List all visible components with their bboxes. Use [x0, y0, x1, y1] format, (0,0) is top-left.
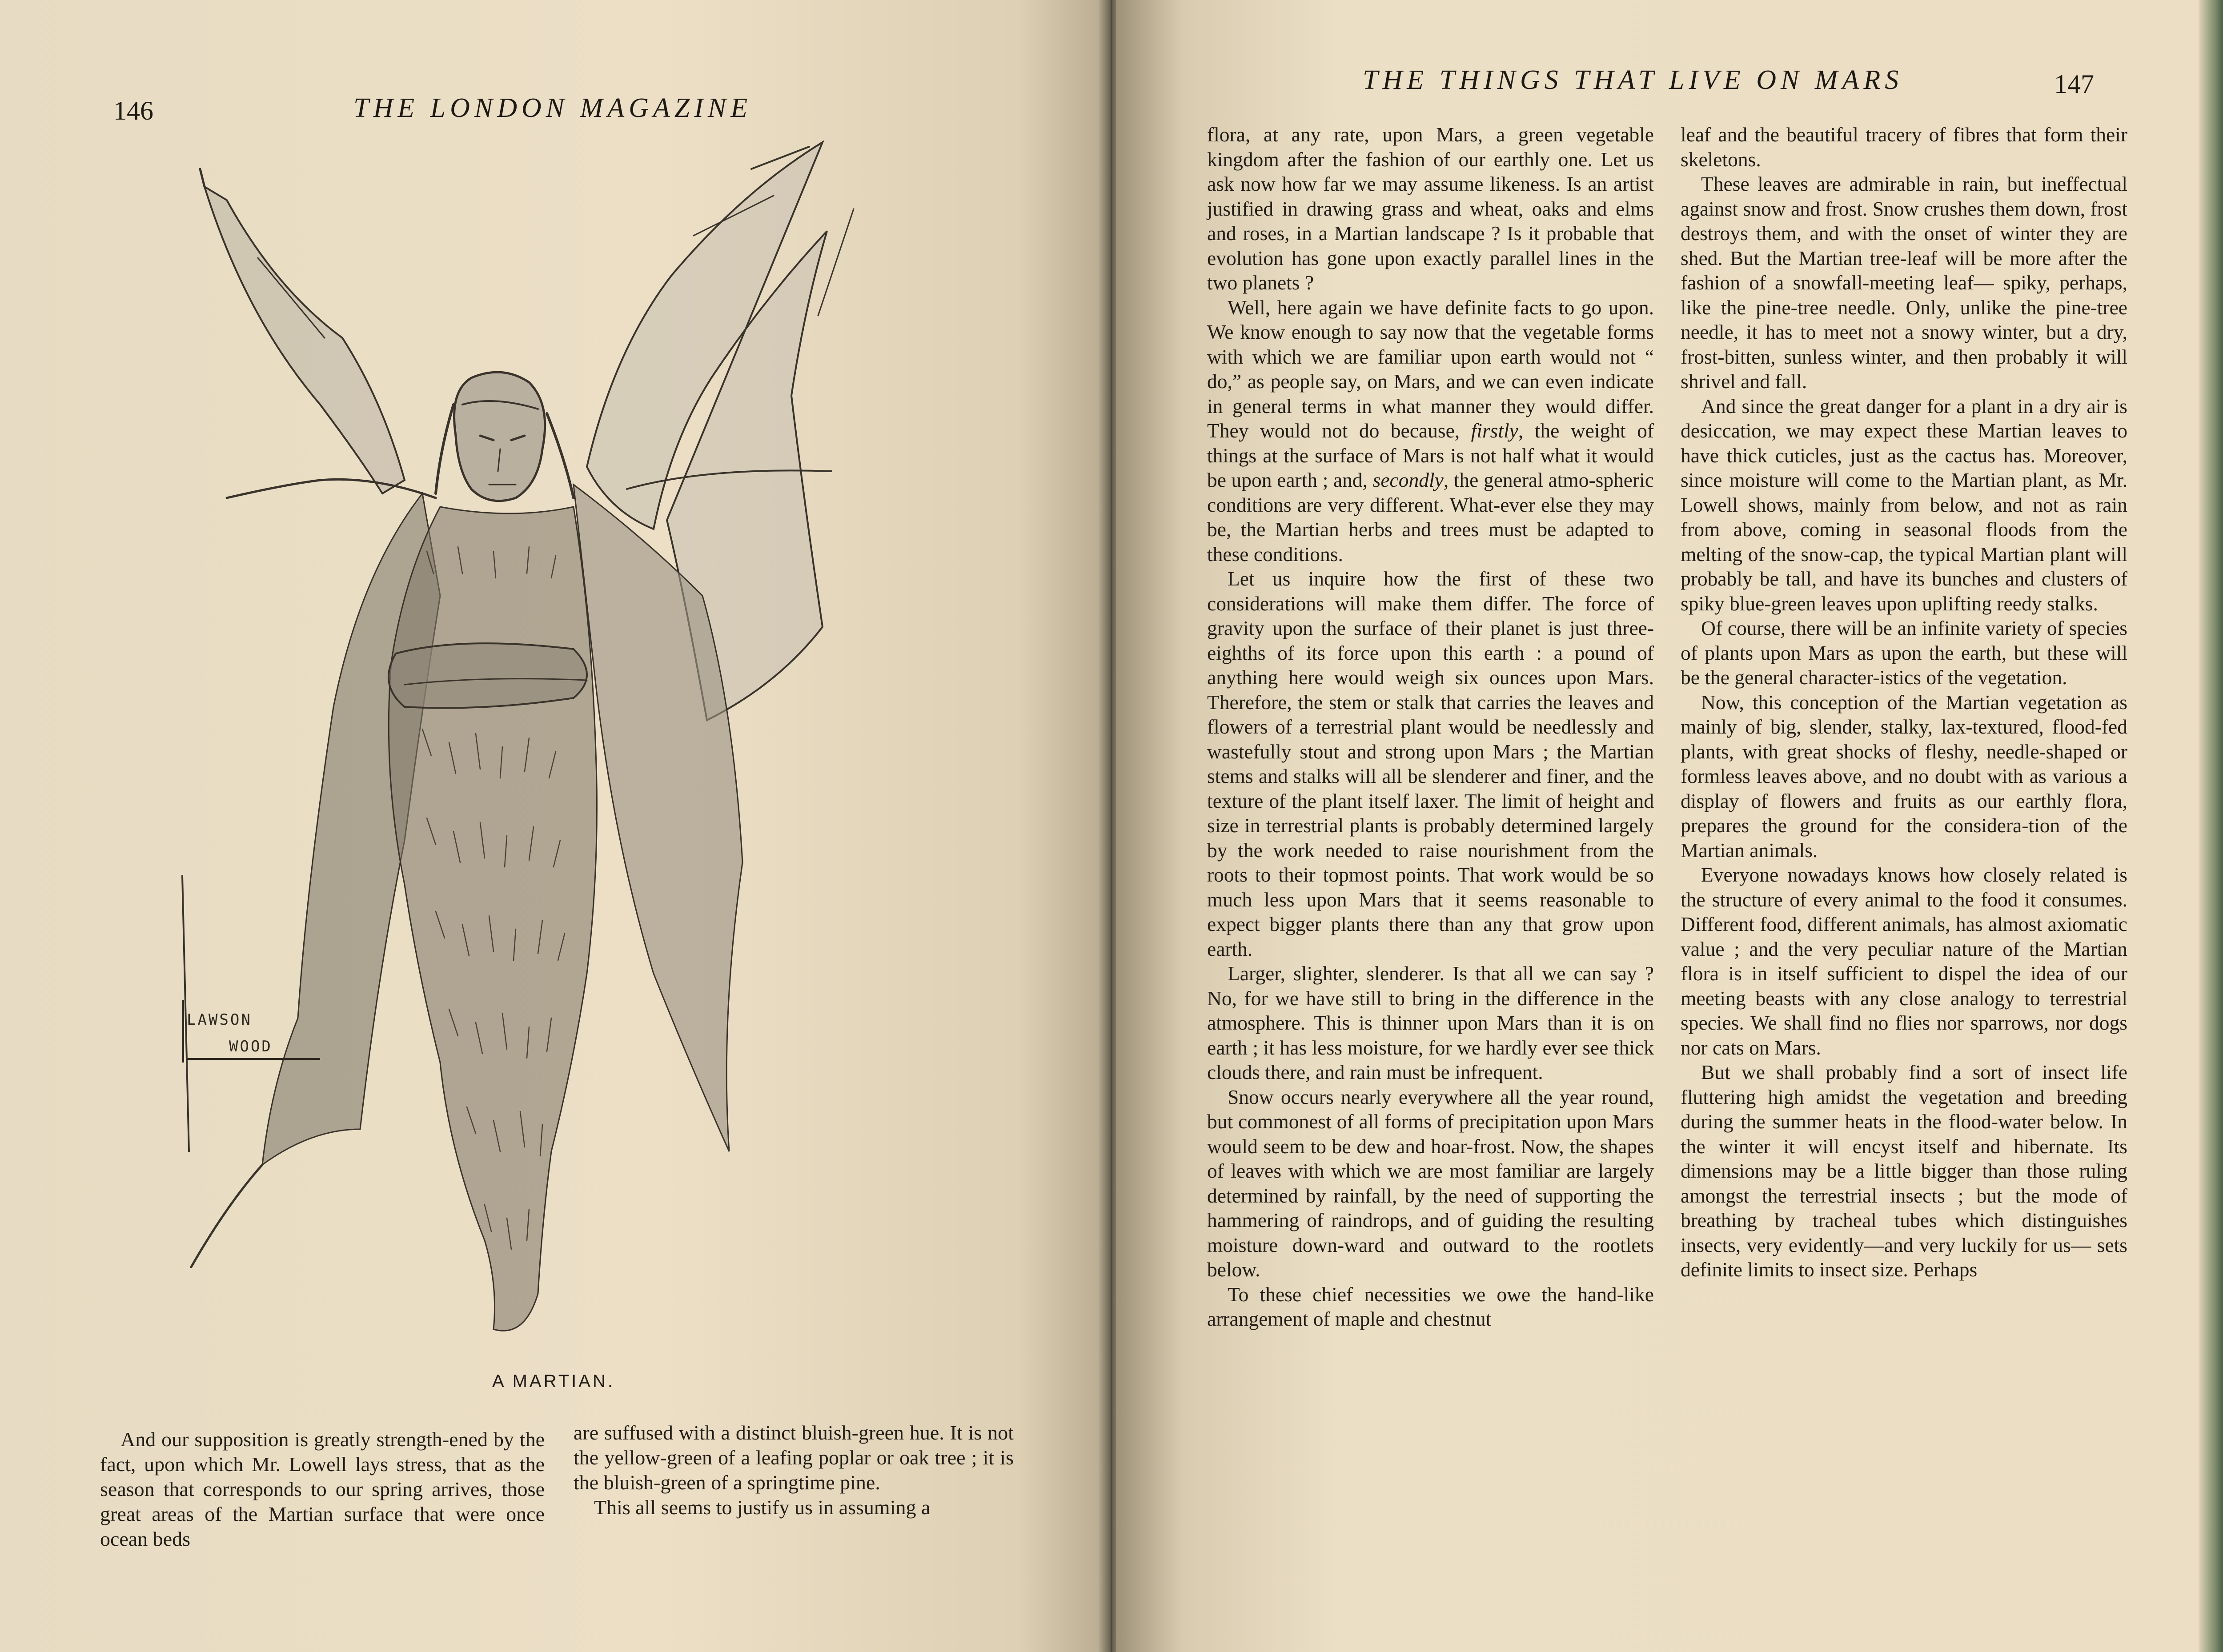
right-column-2 [1681, 122, 2127, 1282]
text-run: Well, here again we have definite facts to go upon. We know enough to say now that the vegetable forms with which we are familiar upon earth would not “ do,” as people say, on Mars, and we can even indicate in general terms in what manner they would differ. They would not do because, [1207, 296, 1654, 442]
paragraph: And our supposition is greatly strength-ened by the fact, upon which Mr. Lowell lays stress, that as the season that corresponds to our spring arrives, those great areas of the Martian surface that were once ocean beds [100, 1428, 545, 1550]
martian-illustration [173, 129, 934, 1360]
paragraph: Let us inquire how the first of these two considerations will make them differ. The force of gravity upon the surface of their planet is just three-eighths of its force upon this earth : a pound of anything here would weigh six ounces upon Mars. Therefore, the stem or stalk that carries the leaves and flowers of a terrestrial plant would be needlessly and wastefully stout and strong upon Mars ; the Martian stems and stalks will all be slenderer and finer, and the texture of the plant itself laxer. The limit of height and size in terrestrial plants is probably determined largely by the work needed to raise nourishment from the roots to their topmost points. That work would be so much less upon Mars that it seems reasonable to expect bigger plants there than any that grow upon earth. [1207, 567, 1654, 960]
paragraph: Now, this conception of the Martian vegetation as mainly of big, slender, stalky, lax-textured, flood-fed plants, with great shocks of fleshy, needle-shaped or formless leaves above, and no doubt with as various a display of flowers and fruits as our earthly flora, prepares the ground for the considera-tion of the Martian animals. [1681, 690, 2127, 862]
paragraph: Everyone nowadays knows how closely related is the structure of every animal to the food it consumes. Different food, different animals, has almost axiomatic value ; and the very peculiar nature of the Martian flora is in itself sufficient to dispel the idea of our meeting beasts with any close analogy to terrestrial species. We shall find no flies nor sparrows, nor dogs nor cats on Mars. [1681, 863, 2127, 1059]
paragraph: This all seems to justify us in assuming a [594, 1496, 931, 1519]
paragraph: To these chief necessities we owe the hand-like arrangement of maple and chestnut [1207, 1283, 1654, 1330]
crossed-arms [389, 643, 587, 708]
left-page [0, 0, 1107, 1652]
paragraph: are suffused with a distinct bluish-green hue. It is not the yellow-green of a leafing poplar or oak tree ; it is the bluish-green of a springtime pine. [574, 1421, 1014, 1494]
left-wing [205, 187, 405, 493]
running-head-left: THE LONDON MAGAZINE [353, 93, 752, 123]
svg-text:LAWSON: LAWSON [187, 1011, 252, 1029]
text-run: , the general atmo-spheric conditions are very different. What-ever else they may be, the Martian herbs and trees must be adapted to these conditions. [1207, 469, 1654, 565]
martian-body [389, 507, 597, 1331]
svg-text:WOOD: WOOD [229, 1038, 273, 1055]
page-number-right: 147 [2054, 69, 2094, 99]
paragraph: Of course, there will be an infinite variety of species of plants upon Mars as upon the earth, but these will be the general character-istics of the vegetation. [1681, 617, 2127, 689]
emphasis: secondly [1372, 469, 1444, 491]
martian-head [454, 372, 545, 501]
illustration-caption: A MARTIAN. [492, 1371, 615, 1391]
paragraph: leaf and the beautiful tracery of fibres that form their skeletons. [1681, 123, 2127, 171]
left-column-1 [100, 1427, 545, 1552]
paragraph: And since the great danger for a plant in a dry air is desiccation, we may expect these Martian leaves to have thick cuticles, just as the cactus has. Moreover, since moisture will come to the Martian plant, as Mr. Lowell shows, mainly from below, and not as rain from above, coming in seasonal floods from the melting of the snow-cap, the typical Martian plant will probably be tall, and have its bunches and clusters of spiky blue-green leaves upon uplifting reedy stalks. [1681, 394, 2127, 615]
page-edge [2199, 0, 2223, 1652]
paragraph: But we shall probably find a sort of insect life fluttering high amidst the vegetation and breeding during the summer heats in the flood-water below. In the winter it will encyst itself and hibernate. Its dimensions may be a little bigger than those ruling amongst the terrestrial insects ; but the mode of breathing by tracheal tubes which distinguishes insects, very evidently—and very luckily for us— sets definite limits to insect size. Perhaps [1681, 1061, 2127, 1281]
right-page [1116, 0, 2223, 1652]
paragraph [1207, 295, 1654, 567]
left-column-2 [574, 1420, 1014, 1520]
emphasis: firstly [1471, 419, 1518, 442]
paragraph: These leaves are admirable in rain, but ineffectual against snow and frost. Snow crushes them down, frost destroys them, and with the onset of winter they are shed. But the Martian tree-leaf will be more after the fashion of a snowfall-meeting leaf— spiky, perhaps, like the pine-tree needle. Only, unlike the pine-tree needle, it has to meet not a snowy winter, but a dry, frost-bitten, sunless winter, and then probably it will shrivel and fall. [1681, 172, 2127, 393]
paragraph: Snow occurs nearly everywhere all the year round, but commonest of all forms of precipitation upon Mars would seem to be dew and hoar-frost. Now, the shapes of leaves with which we are most familiar are largely determined by rainfall, by the need of supporting the hammering of raindrops, and of guiding the resulting moisture down-ward and outward to the rootlets below. [1207, 1085, 1654, 1281]
text-run: , the weight of things at the surface of Mars is not half what it would be upon earth ; and, [1207, 419, 1654, 491]
page-number-left: 146 [113, 96, 153, 125]
right-column-1 [1207, 122, 1654, 1331]
paragraph: flora, at any rate, upon Mars, a green vegetable kingdom after the fashion of our earthly one. Let us ask now how far we may assume likeness. Is an artist justified in drawing grass and wheat, oaks and elms and roses, in a Martian landscape ? Is it probable that evolution has gone upon exactly parallel lines in the two planets ? [1207, 123, 1654, 294]
running-head-right: THE THINGS THAT LIVE ON MARS [1363, 65, 1903, 95]
paragraph: Larger, slighter, slenderer. Is that all we can say ? No, for we have still to bring in the difference in the atmosphere. This is thinner upon Mars than it is on earth ; it has less moisture, for we hardly ever see thick clouds there, and rain must be infrequent. [1207, 962, 1654, 1083]
